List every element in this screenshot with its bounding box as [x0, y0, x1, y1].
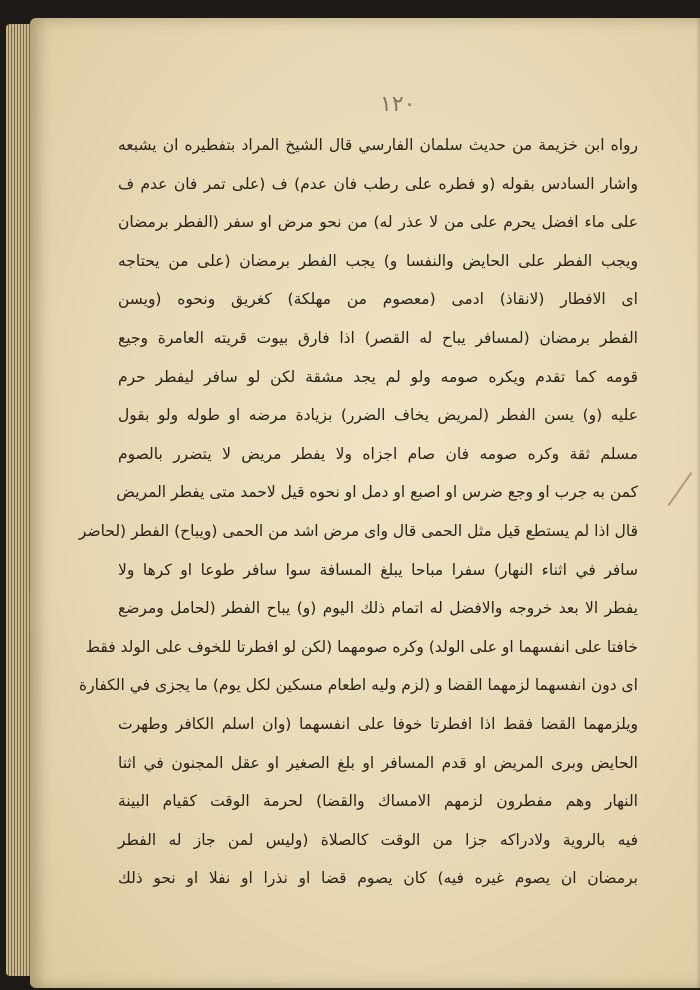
text-line: النهار وهم مفطرون لزمهم الامساك والقضا) لحرمة الوقت كقيام البينة — [118, 792, 638, 811]
text-line: اى دون انفسهما لزمهما القضا و (لزم وليه اطعام مسكين لكل يوم) ما يجزى في الكفارة — [79, 676, 638, 695]
text-line: مسلم ثقة وكره صومه فان صام اجزاه ولا يفطر مريض لا يتضرر بالصوم — [118, 444, 638, 463]
text-line: اى الافطار (لانقاذ) ادمى (معصوم من مهلكة) كغريق ونحوه (ويسن — [118, 290, 638, 309]
manuscript-text — [78, 126, 638, 898]
text-line: ويجب الفطر على الحايض والنفسا و) يجب الفطر برمضان (على من يحتاجه — [118, 251, 638, 270]
text-line: رواه ابن خزيمة من حديث سلمان الفارسي قال الشيخ المراد بتفطيره ان يشبعه — [118, 136, 638, 154]
text-line: خافتا على انفسهما او على الولد) وكره صومهما (لكن لو افطرتا للخوف على الولد فقط — [85, 637, 638, 656]
text-line: قومه كما تقدم ويكره صومه ولو لم يجد مشقة لكن لو سافر ليفطر حرم — [118, 367, 638, 386]
text-line: ويلزمهما القضا فقط اذا افطرتا خوفا على انفسهما (وان اسلم الكافر وطهرت — [118, 714, 638, 733]
text-line: سافر في اثناء النهار) سفرا مباحا يبلغ المسافة سوا سافر طوعا او كرها ولا — [118, 560, 638, 579]
text-line: كمن به جرب او وجع ضرس او اصبع او دمل او نحوه قيل لاحمد متى يفطر المريض — [116, 483, 638, 502]
text-line: برمضان ان يصوم غيره فيه) كان يصوم قضا او نذرا او نفلا او نحو ذلك — [118, 869, 638, 888]
text-line: الحايض وبرى المريض او قدم المسافر او بلغ الصغير او عقل المجنون في اثنا — [118, 753, 638, 772]
text-line: عليه (و) يسن الفطر (لمريض يخاف الضرر) بزيادة مرضه او طوله ولو بقول — [118, 406, 638, 425]
folio-number: ١٢٠ — [380, 92, 416, 117]
text-line: يفطر الا بعد خروجه والافضل له اتمام ذلك اليوم (و) يباح الفطر (لحامل ومرضع — [118, 599, 638, 618]
text-line: واشار السادس بقوله (و فطره على رطب فان عدم) ف (على تمر فان عدم ف — [118, 174, 638, 193]
page-fold-mark — [668, 472, 693, 506]
text-line: فيه بالروية ولادراكه جزا من الوقت كالصلاة (وليس لمن جاز له الفطر — [118, 830, 638, 849]
text-line: على ماء افضل يحرم على من لا عذر له) من نحو مرض او سفر (الفطر برمضان — [118, 213, 638, 232]
text-line: قال اذا لم يستطع قيل مثل الحمى قال واى مرض اشد من الحمى (ويباح) الفطر (لحاضر — [78, 521, 638, 540]
text-line: الفطر برمضان (لمسافر يباح له القصر) اذا فارق بيوت قريته العامرة وجيع — [118, 328, 638, 347]
page-shadow — [696, 18, 700, 988]
